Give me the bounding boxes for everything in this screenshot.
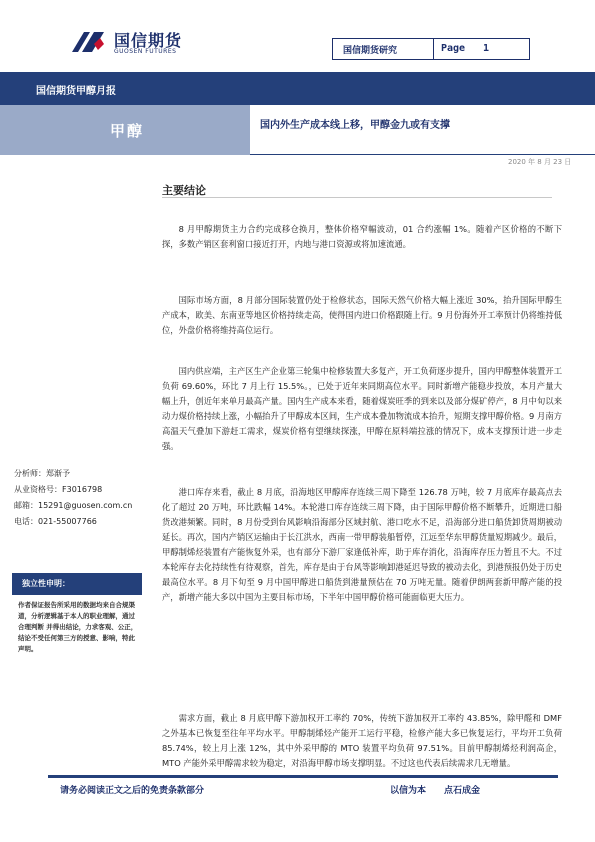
report-series-title: 国信期货甲醇月报 xyxy=(36,86,116,97)
analyst-name: 分析师：郑渐予 xyxy=(14,469,70,478)
report-header-box xyxy=(332,38,530,60)
commodity-title: 甲醇 xyxy=(110,122,145,140)
paragraph-demand: 需求方面，截止 8 月底甲醇下游加权开工率约 70%，传统下游加权开工率约 43.85%，除甲醛和 DMF 之外基本已恢复至往年平均水平。甲醇制烯烃产能开工运行平稳，检修产能大多已恢复运行，平均开工负荷 85.74%，较上月上涨 12%，其中外采甲醇的 MTO 装置平均负荷 97.51%。目前甲醇制烯烃利润高企，MTO 产能外采甲醇需求较为稳定，对沿海甲醇市场支撑明显。不过这也代表后续需求几无增量。 xyxy=(162,713,562,768)
report-label: 国信期货研究 xyxy=(343,46,398,56)
section-title: 主要结论 xyxy=(162,184,206,197)
guosen-logo-icon xyxy=(70,28,106,54)
analyst-cert: 从业资格号：F3016798 xyxy=(14,485,103,494)
footer-divider xyxy=(48,775,558,778)
logo-text-cn: 国信期货 xyxy=(114,31,183,50)
page-number: 1 xyxy=(483,43,490,54)
paragraph-supply: 国内供应端，主产区生产企业第三轮集中检修装置大多复产，开工负荷逐步提升，国内甲醇整体装置开工负荷 69.60%，环比 7 月上行 15.5%。，已处于近年来同期高位水平。同时新增产能稳步投放，本月产量大幅上升，创近年来单月最高产量。国内生产成本来看，随着煤炭旺季的到来以及部分煤矿停产，8 月中旬以来动力煤价格持续上涨，小幅抬升了甲醇成本区间，生产成本叠加物流成本抬升，短期支撑甲醇价格。9 月南方高温天气叠加下游赶工需求，煤炭价格有望继续探涨，甲醇在原料端拉涨的情况下，成本支撑预计进一步走强。 xyxy=(162,366,562,451)
paragraph-futures: 8 月甲醇期货主力合约完成移仓换月，整体价格窄幅波动，01 合约涨幅 1%。随着产区价格的不断下探，多数产销区套利窗口接近打开，内地与港口资源或将加速流通。 xyxy=(162,224,562,249)
report-headline: 国内外生产成本线上移，甲醇金九或有支撑 xyxy=(260,120,450,131)
report-date: 2020 年 8 月 23 日 xyxy=(508,158,572,166)
header-divider xyxy=(250,154,595,155)
report-label-cell xyxy=(333,39,434,59)
footer-disclaimer: 请务必阅读正文之后的免责条款部分 xyxy=(60,786,205,796)
declaration-title: 独立性申明： xyxy=(22,579,70,588)
footer-slogan: 以信为本 点石成金 xyxy=(390,786,481,796)
declaration-body: 作者保证报告所采用的数据均来自合规渠道，分析逻辑基于本人的职业理解，通过合理判断 并得出结论，力求客观、公正，结论不受任何第三方的授意、影响，特此声明。 xyxy=(18,601,138,653)
page-label: Page xyxy=(441,43,466,54)
section-divider xyxy=(162,197,552,198)
analyst-phone: 电话：021-55007766 xyxy=(14,517,97,526)
paragraph-port-inventory: 港口库存来看，截止 8 月底，沿海地区甲醇库存连续三周下降至 126.78 万吨，较 7 月底库存最高点去化了超过 20 万吨，环比跌幅 14%。本轮港口库存连续三周下降，由于国际甲醇价格不断攀升，近期进口船货改港频繁。同时，8 月份受到台风影响沿海部分区域封航、港口吃水不足，沿海部分进口船货卸货周期被动延长。再次，国内产销区运输由于长江洪水，西南一带甲醇装船暂停，江远至华东甲醇货量短期减少。最后，甲醇制烯烃装置有产能恢复外采，也有部分下游厂家逢低补库，助于库存消化，沿海库存压力暂且不大。不过本轮库存去化持续性有待观察，首先，库存是由于台风等影响卸港延迟导致的被动去化，到港预报仍处于历史最高位水平。8 月下旬至 9 月中国甲醇进口船货到港量预估在 70 万吨无量。随着伊朗两套新甲醇产能的投产，新增产能大多以中国为主要目标市场，下半年中国甲醇价格可能面临更大压力。 xyxy=(162,487,562,602)
logo-text-en: GUOSEN FUTURES xyxy=(114,48,177,55)
analyst-email[interactable]: 邮箱：15291@guosen.com.cn xyxy=(14,501,133,510)
paragraph-international: 国际市场方面，8 月部分国际装置仍处于检修状态，国际天然气价格大幅上涨近 30%，抬升国际甲醇生产成本，欧美、东南亚等地区价格持续走高，使得国内进口价格跟随上行。9 月份海外开工率预计仍将维持低位，外盘价格将维持高位运行。 xyxy=(162,295,562,335)
